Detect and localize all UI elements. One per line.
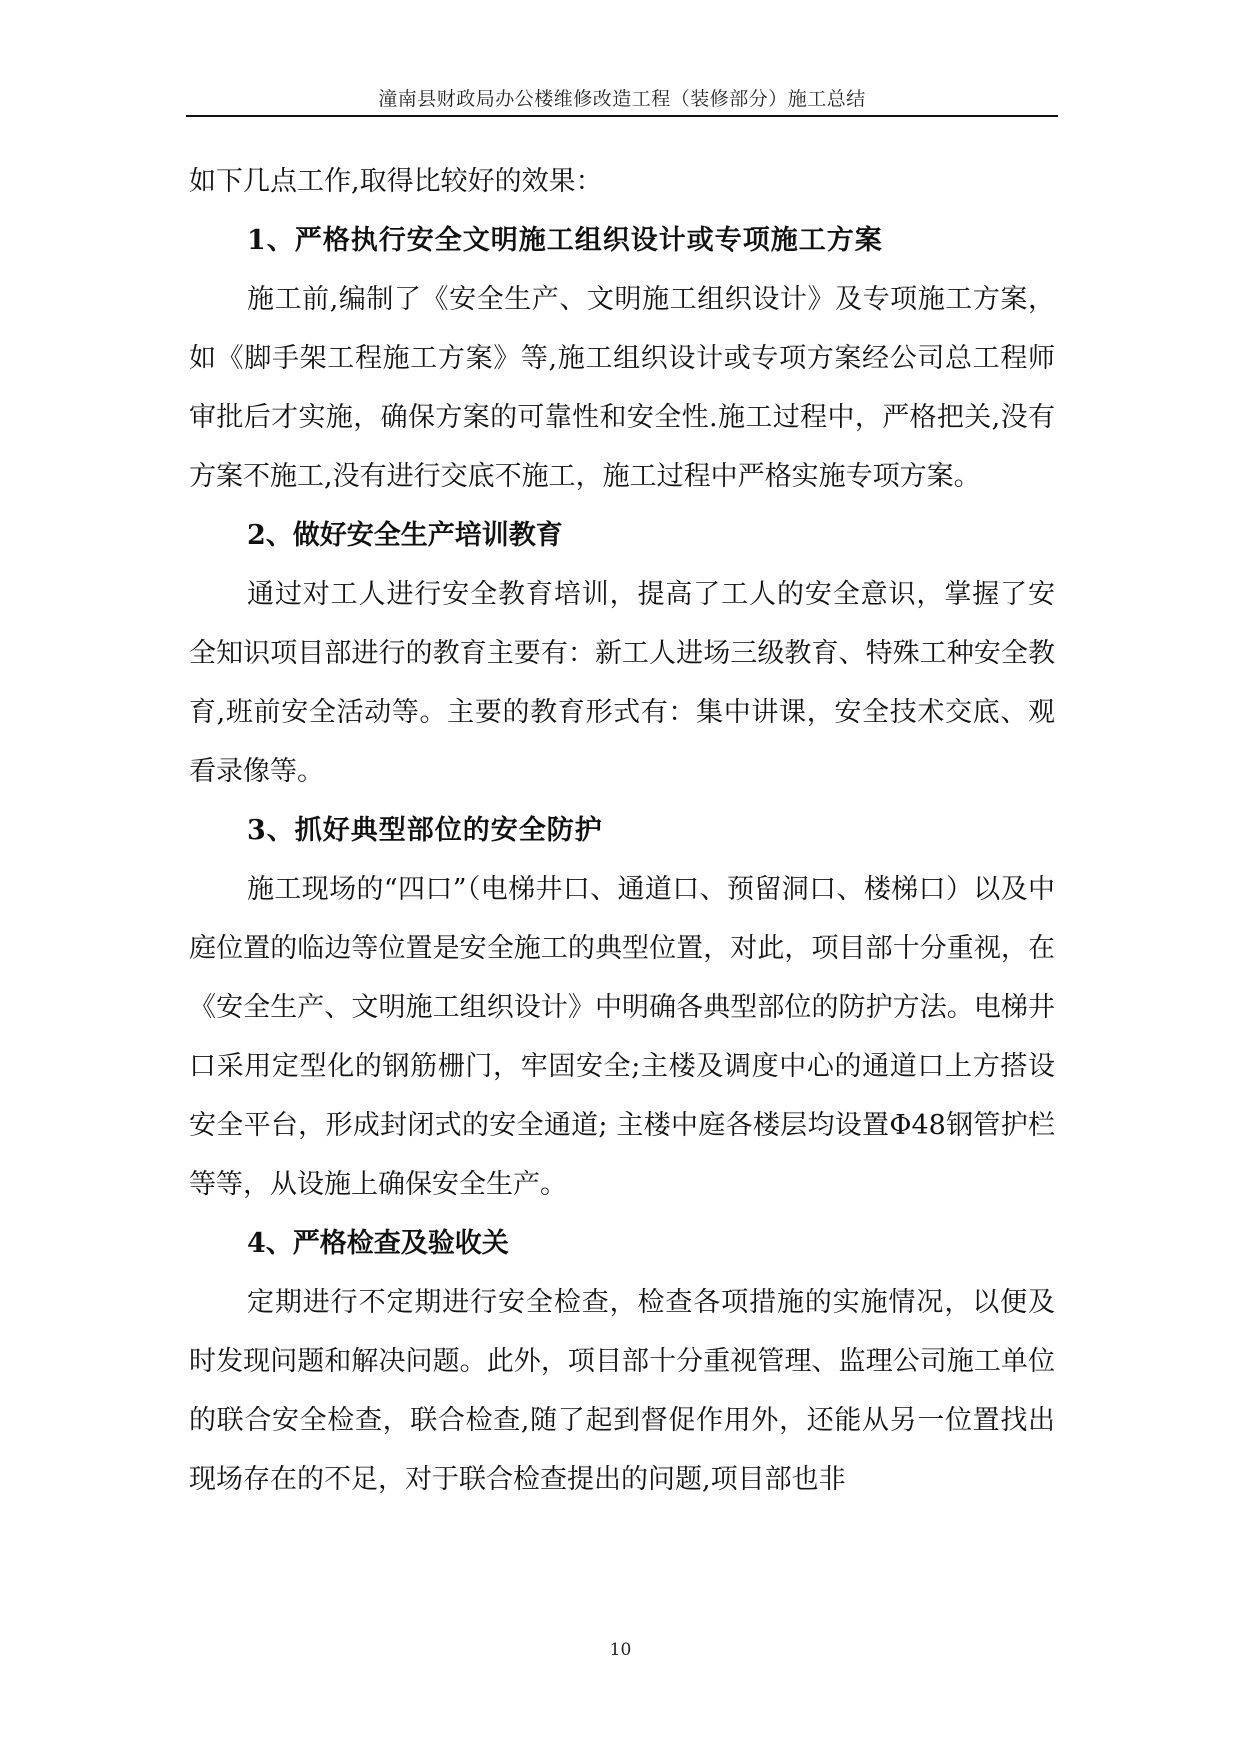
section-2-heading: 2、做好安全生产培训教育 (247, 520, 563, 551)
section-4-paragraph: 定期进行不定期进行安全检查，检查各项措施的实施情况，以便及时发现问题和解决问题。此外，项目部十分重视管理、监理公司施工单位的联合安全检查，联合检查,随了起到督促作用外，还能从另一位置找出现场存在的不足，对于联合检查提出的问题,项目部也非 (189, 1287, 1055, 1495)
section-1-heading: 1、严格执行安全文明施工组织设计或专项施工方案 (247, 225, 883, 256)
intro-paragraph: 如下几点工作,取得比较好的效果： (189, 166, 603, 197)
page-number: 10 (609, 1640, 632, 1660)
header-rule (186, 115, 1058, 117)
section-3-paragraph: 施工现场的“四口”（电梯井口、通道口、预留洞口、楼梯口）以及中庭位置的临边等位置是安全施工的典型位置，对此，项目部十分重视，在《安全生产、文明施工组织设计》中明确各典型部位的防护方法。电梯井口采用定型化的钢筋栅门，牢固安全;主楼及调度中心的通道口上方搭设安全平台，形成封闭式的安全通道; 主楼中庭各楼层均设置Φ48钢管护栏等等，从设施上确保安全生产。 (189, 874, 1055, 1200)
document-body (189, 152, 1055, 1509)
section-3-heading: 3、抓好典型部位的安全防护 (247, 815, 603, 846)
running-header: 潼南县财政局办公楼维修改造工程（装修部分）施工总结 (378, 88, 866, 110)
section-2-paragraph: 通过对工人进行安全教育培训，提高了工人的安全意识，掌握了安全知识项目部进行的教育主要有：新工人进场三级教育、特殊工种安全教育,班前安全活动等。主要的教育形式有：集中讲课，安全技术交底、观看录像等。 (189, 579, 1055, 787)
section-4-heading: 4、严格检查及验收关 (247, 1228, 509, 1259)
section-1-paragraph: 施工前,编制了《安全生产、文明施工组织设计》及专项施工方案，如《脚手架工程施工方案》等,施工组织设计或专项方案经公司总工程师审批后才实施，确保方案的可靠性和安全性.施工过程中，严格把关,没有方案不施工,没有进行交底不施工，施工过程中严格实施专项方案。 (189, 284, 1055, 492)
